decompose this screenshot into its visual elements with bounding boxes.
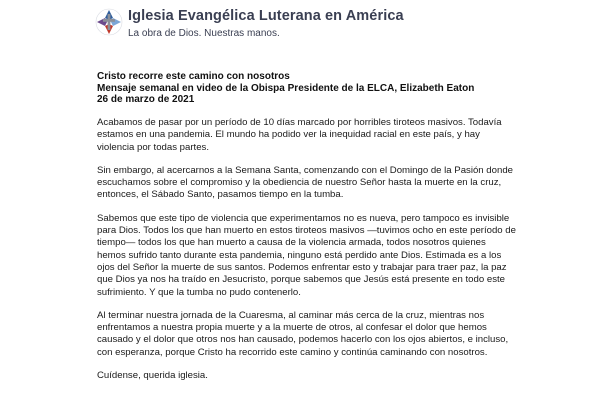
org-name: Iglesia Evangélica Luterana en América	[128, 8, 404, 24]
paragraph: Sin embargo, al acercarnos a la Semana Santa, comenzando con el Domingo de la Pasión donde escuchamos sobre el compromiso y la obediencia de nuestro Señor hasta la muerte en la cruz, entonces, el Sábado Santo, pasamos tiempo en la tumba.	[97, 164, 513, 201]
org-tagline: La obra de Dios. Nuestras manos.	[128, 28, 280, 39]
document-date: 26 de marzo de 2021	[97, 94, 195, 106]
elca-cross-logo-icon	[95, 8, 123, 36]
document-header	[97, 71, 517, 106]
paragraph: Al terminar nuestra jornada de la Cuaresma, al caminar más cerca de la cruz, mientras nos enfrentamos a nuestra propia muerte y a la muerte de otros, al confesar el dolor que hemos causado y el dolor que otros nos han causado, podemos hacerlo con los ojos abiertos, e incluso, con esperanza, porque Cristo ha recorrido este camino y continúa caminando con nosotros.	[97, 309, 509, 358]
document-subtitle: Mensaje semanal en video de la Obispa Presidente de la ELCA, Elizabeth Eaton	[97, 82, 475, 94]
paragraph: Sabemos que este tipo de violencia que experimentamos no es nueva, pero tampoco es invisible para Dios. Todos los que han muerto en estos tiroteos masivos —tuvimos ocho en este período de tiempo— todos los que han muerto a causa de la violencia armada, todos nosotros quienes hemos sufrido tanto durante esta pandemia, ninguno está perdido ante Dios. Estimada es a los ojos del Señor la muerte de sus santos. Podemos enfrentar esto y trabajar para traer paz, la paz que Dios ya nos ha traído en Jesucristo, porque sabemos que Jesús está presente en todo este sufrimiento. Y que la tumba no pudo contenerlo.	[97, 212, 516, 298]
paragraph: Acabamos de pasar por un período de 10 días marcado por horribles tiroteos masivos. Todavía estamos en una pandemia. El mundo ha podido ver la inequidad racial en este país, y hay violencia por todas partes.	[97, 117, 502, 153]
document-body	[97, 117, 517, 393]
closing-line: Cuídense, querida iglesia.	[97, 370, 208, 382]
org-logo	[95, 8, 404, 44]
document-title: Cristo recorre este camino con nosotros	[97, 71, 290, 82]
